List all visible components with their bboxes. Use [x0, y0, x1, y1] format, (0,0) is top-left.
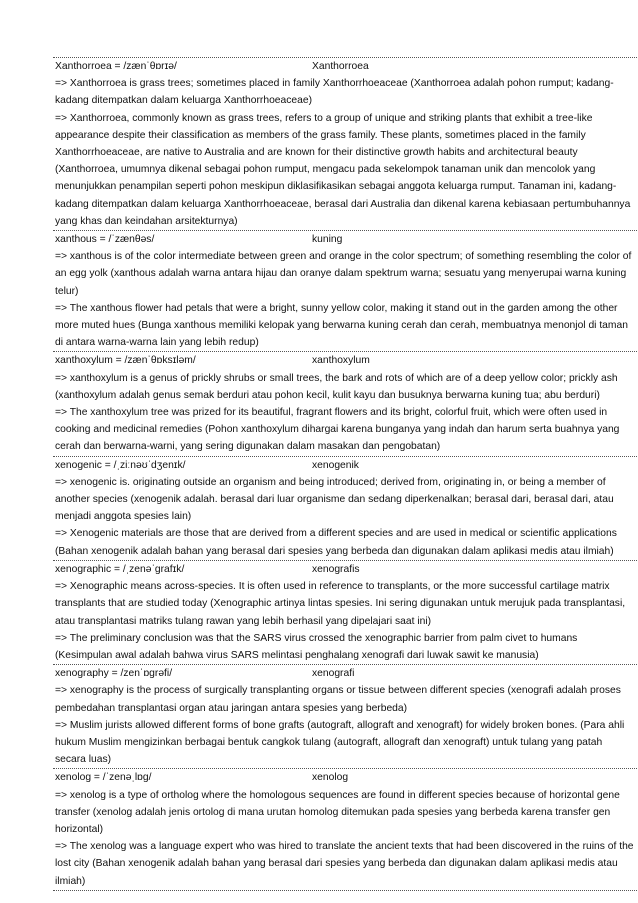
entry-definition: => Xenographic means across-species. It is often used in reference to transplants, or the more successful cartilage matrix transplants that are studied today (Xenographic artinya lintas spesies. Ini sering digunakan untuk merujuk pada transplantasi, atau transplantasi matriks tulang rawan yang lebih berhasil yang dipelajari saat ini) [55, 581, 626, 627]
document-page [53, 57, 637, 891]
entry-headword: xanthous = /ˈzænθəs/ [55, 234, 155, 246]
dictionary-entry [53, 230, 637, 352]
entry-definition: => xenography is the process of surgically transplanting organs or tissue between different species (xenografi adalah proses pembedahan transplantasi organ atau jaringan antara spesies yang berbeda) [55, 685, 621, 714]
entry-header [55, 665, 635, 682]
entry-example: => Muslim jurists allowed different forms of bone grafts (autograft, allograft and xenograft) for widely broken bones. (Para ahli hukum Muslim mengizinkan berbagai bentuk cangkok tulang (autograft, allograft dan xenograft) untuk tulang yang patah secara luas) [55, 719, 625, 766]
entry-definition: => xanthoxylum is a genus of prickly shrubs or small trees, the bark and rots of which are of a deep yellow color; prickly ash (xanthoxylum adalah genus semak berduri atau pohon kecil, kulit kayu dan busuknya berwarna kuning tua; abu berduri) [55, 372, 618, 401]
entry-example: => Xanthorroea, commonly known as grass trees, refers to a group of unique and striking plants that exhibit a tree-like appearance despite their classification as members of the grass family. These plants, sometimes placed in the family Xanthorrhoeaceae, are native to Australia and are known for their distinctive growth habits and architectural beauty (Xanthorroea, umumnya dikenal sebagai pohon rumput, mengacu pada sekelompok tanaman unik dan mencolok yang menunjukkan penampilan seperti pohon meskipun diklasifikasikan sebagai anggota keluarga rumput. Tanaman ini, kadang-kadang ditempatkan dalam keluarga Xanthorrhoeaceae, berasal dari Australia dan dikenal karena kebiasaan pertumbuhannya yang khas dan keindahan arsitekturnya) [55, 112, 631, 227]
entry-header [55, 769, 635, 786]
entry-headword: Xanthorroea = /zænˈθɒrɪə/ [55, 61, 177, 72]
entry-example: => The xanthoxylum tree was prized for its beautiful, fragrant flowers and its bright, colorful fruit, which were often used in cooking and medicinal remedies (Pohon xanthoxylum dihargai karena bunganya yang indah dan harum serta buahnya yang cerah dan berwarna-warni, yang sering digunakan dalam masakan dan pengobatan) [55, 407, 620, 453]
entry-definition: => xenolog is a type of ortholog where the homologous sequences are found in different species because of horizontal gene transfer (xenolog adalah jenis ortolog di mana urutan homolog ditemukan pada spesies yang berbeda karena transfer gen horizontal) [55, 789, 620, 835]
entry-translation: Xanthorroea [312, 61, 369, 72]
entry-headword: xanthoxylum = /zænˈθɒksɪləm/ [55, 355, 196, 367]
entry-header [55, 457, 635, 474]
entry-translation: xenografi [312, 668, 355, 680]
entry-headword: xenography = /zenˈɒgrəfi/ [55, 668, 173, 680]
entry-translation: xanthoxylum [312, 355, 370, 367]
entry-header [55, 561, 635, 578]
entry-definition: => Xanthorroea is grass trees; sometimes placed in family Xanthorrhoeaceae (Xanthorroea adalah pohon rumput; kadang-kadang ditempatkan dalam keluarga Xanthorrhoeaceae) [55, 78, 614, 107]
dictionary-entry [53, 351, 637, 456]
entry-translation: xenolog [312, 772, 349, 784]
dictionary-entry [53, 768, 637, 890]
entry-headword: xenogenic = /ˌziːnəʊˈdʒenɪk/ [55, 459, 186, 471]
dictionary-entry [53, 560, 637, 665]
entry-example: => Xenogenic materials are those that are derived from a different species and are used in medical or scientific applications (Bahan xenogenik adalah bahan yang berasal dari spesies yang berbeda dan digunakan dalam aplikasi medis atau ilmiah) [55, 528, 617, 557]
entry-header [55, 352, 635, 369]
dictionary-entry [53, 664, 637, 769]
entry-headword: xenographic = /ˌzenəˈgrafɪk/ [55, 563, 185, 575]
entry-headword: xenolog = /ˈzenəˌlɒg/ [55, 772, 152, 784]
dictionary-entry [53, 456, 637, 561]
entry-definition: => xenogenic is. originating outside an organism and being introduced; derived from, originating in, or being a member of another species (xenogenik adalah. berasal dari luar organisme dan sedang diperkenalkan; berasal dari, berasal dari, atau menjadi anggota spesies lain) [55, 476, 614, 523]
entry-header [55, 231, 635, 248]
entry-example: => The xenolog was a language expert who was hired to translate the ancient texts that had been discovered in the ruins of the lost city (Bahan xenogenik adalah bahan yang berasal dari spesies yang berbeda dan digunakan dalam aplikasi medis atau ilmiah) [55, 841, 634, 887]
entry-definition: => xanthous is of the color intermediate between green and orange in the color spectrum; of something resembling the color of an egg yolk (xanthous adalah warna antara hijau dan oranye dalam spektrum warna; sesuatu yang menyerupai warna kuning telur) [55, 251, 632, 297]
dictionary-entry [53, 57, 637, 231]
entry-example: => The xanthous flower had petals that were a bright, sunny yellow color, making it stand out in the garden among the other more muted hues (Bunga xanthous memiliki kelopak yang berwarna kuning cerah dan cerah, membuatnya menonjol di taman di antara warna-warna lain yang lebih redup) [55, 302, 628, 349]
entry-translation: xenogenik [312, 459, 359, 471]
entry-header [55, 58, 635, 75]
entry-example: => The preliminary conclusion was that the SARS virus crossed the xenographic barrier from palm civet to humans (Kesimpulan awal adalah bahwa virus SARS melintasi penghalang xenografi dari luwak sawit ke manusia) [55, 632, 578, 661]
entry-translation: kuning [312, 234, 343, 246]
entry-translation: xenografis [312, 563, 360, 575]
